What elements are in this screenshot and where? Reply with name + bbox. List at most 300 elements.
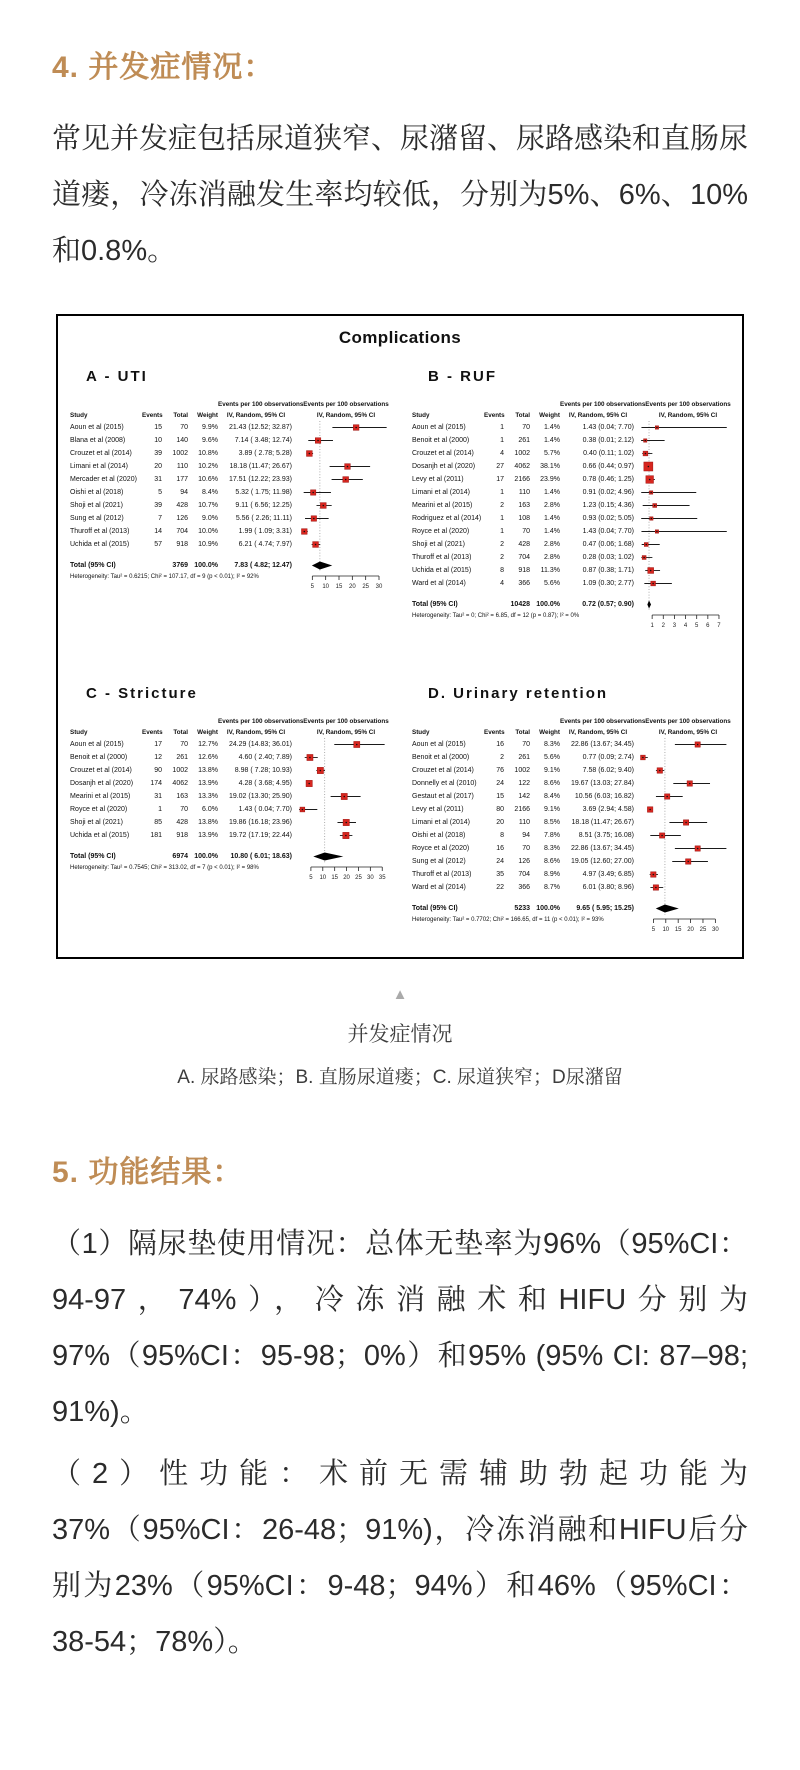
cell: 1 [500,514,504,522]
cell: 0.87 (0.38; 1.71) [582,566,634,574]
cell: 6.0% [202,805,218,813]
cell: 94 [522,831,530,839]
cell: 108 [518,514,530,522]
forest-row [412,486,636,499]
cell: Total [173,728,188,736]
cell: 70 [180,740,188,748]
point-estimate-dot [653,874,655,876]
axis-tick-label: 15 [674,926,682,933]
cell: Aoun et al (2015) [412,740,466,748]
panel-label-b: B - RUF [428,367,497,385]
cell: 2.8% [544,501,560,509]
cell: 76 [496,766,504,774]
cell [142,850,162,863]
panel-label-d: D. Urinary retention [428,684,609,702]
panel-label-a: A - UTI [86,367,148,385]
point-estimate-dot [345,835,347,837]
axis-tick-label: 10 [322,583,330,590]
cell: 0.72 (0.57; 0.90) [582,600,634,608]
cell: Sung et al (2012) [412,857,466,865]
cell: 15 [154,423,162,431]
cell: 31 [154,792,162,800]
cell: Shoji et al (2021) [70,818,123,826]
forest-plot-svg [296,738,396,887]
cell: 20 [496,818,504,826]
forest-row [412,803,636,816]
plot-header [638,716,738,738]
cell: Events per 100 observations [560,717,646,725]
forest-row [412,564,636,577]
cell: 110 [518,818,530,826]
cell: Uchida et al (2015) [412,566,472,574]
axis-tick-label: 15 [335,583,343,590]
forest-plot-stricture [70,716,396,887]
cell: Levy et al (2011) [412,475,464,483]
heterogeneity-note: Heterogeneity: Tau² = 0; Chi² = 6.85, df = 12 (p = 0.87); I² = 0% [412,612,580,619]
forest-plot-urinary-retention [412,716,738,939]
cell: 19.86 (16.18; 23.96) [228,818,292,826]
cell: 0.38 (0.01; 2.12) [582,436,634,444]
section5-heading: 5. 功能结果： [52,1155,244,1189]
cell: 5.6% [544,753,560,761]
cell: 13.3% [198,792,218,800]
cell: 22.86 (13.67; 34.45) [570,740,634,748]
cell: 38.1% [540,462,560,470]
triangle-up-icon: ▲ [392,985,408,1003]
cell: 8.7% [544,883,560,891]
cell: 4.28 ( 3.68; 4.95) [238,779,292,787]
cell: 704 [518,870,530,878]
cell: 366 [518,883,530,891]
cell: 261 [518,753,530,761]
point-estimate-dot [697,744,699,746]
cell: Total (95% CI) [70,561,116,569]
cell: 0.28 (0.03; 1.02) [582,553,634,561]
cell: Dosanjh et al (2020) [412,462,476,470]
cell: 18.18 (11.47; 26.67) [571,818,634,826]
point-estimate-dot [317,440,319,442]
cell: 163 [176,792,188,800]
cell: 11.3% [540,566,560,574]
cell: 1 [500,527,504,535]
cell: 0.78 (0.46; 1.25) [582,475,634,483]
cell: Aoun et al (2015) [70,740,124,748]
cell: Shoji et al (2021) [70,501,123,509]
point-estimate-dot [320,770,322,772]
table-header-row [70,716,304,727]
cell: IV, Random, 95% CI [568,411,628,419]
point-estimate-dot [655,887,657,889]
cell: 13.9% [198,779,218,787]
cell: 12.7% [198,740,218,748]
forest-table [412,399,646,619]
cell: Royce et al (2020) [70,805,128,813]
cell: 19.67 (13.03; 27.84) [570,779,634,787]
cell: 1.4% [544,527,560,535]
cell: Total (95% CI) [412,600,458,608]
cell: Royce et al (2020) [412,527,470,535]
forest-row [412,868,636,881]
cell: 24.29 (14.83; 36.01) [228,740,292,748]
forest-plot-svg [296,421,396,596]
heterogeneity-note: Heterogeneity: Tau² = 0.6215; Chi² = 107.17, df = 9 (p < 0.01); I² = 92% [70,573,259,580]
point-estimate-dot [356,744,358,746]
cell: Total (95% CI) [412,904,458,912]
cell: IV, Random, 95% CI [568,728,628,736]
forest-row [412,434,636,447]
forest-table [70,716,304,871]
axis-tick-label: 5 [310,583,315,590]
cell: IV, Random, 95% CI [226,728,286,736]
cell: 10.6% [198,475,218,483]
cell: 22 [496,883,504,891]
cell: 110 [176,462,188,470]
cell: 9.65 ( 5.95; 15.25) [576,904,634,912]
cell: 9.1% [544,766,560,774]
axis-tick-label: 25 [699,926,707,933]
point-estimate-dot [687,861,689,863]
cell: 122 [518,779,530,787]
table-header-row [70,410,294,421]
cell: Total [515,728,530,736]
cell: 3.69 (2.94; 4.58) [582,805,634,813]
section4-paragraph: 常见并发症包括尿道狭窄、尿潴留、尿路感染和直肠尿道瘘，冷冻消融发生率均较低，分别为5%、6%、10%和0.8%。 [52,123,749,267]
cell: 142 [518,792,530,800]
cell: 1.09 (0.30; 2.77) [582,579,634,587]
point-estimate-dot [649,809,651,811]
axis-tick-label: 25 [362,583,370,590]
forest-row [412,421,636,434]
cell [412,399,560,410]
cell: Crouzet et al (2014) [412,766,474,774]
forest-row [70,803,294,816]
cell: 100.0% [536,600,560,608]
cell: Aoun et al (2015) [412,423,466,431]
cell: Crouzet et al (2014) [70,766,132,774]
cell: 6.21 ( 4.74; 7.97) [238,540,292,548]
plot-header [296,399,396,421]
forest-row [70,816,294,829]
cell: 7 [158,514,162,522]
plot-header-line: Events per 100 observations [303,400,389,408]
cell: 10.80 ( 6.01; 18.63) [230,852,292,860]
cell: 17.51 (12.22; 23.93) [228,475,292,483]
cell: 174 [150,779,162,787]
cell: 2.8% [544,553,560,561]
cell: Ward et al (2014) [412,883,466,891]
forest-row [412,460,636,473]
cell: 1002 [172,449,188,457]
axis-tick-label: 5 [651,926,656,933]
cell: 181 [150,831,162,839]
cell: 70 [522,423,530,431]
cell: 10.56 (6.03; 16.82) [574,792,634,800]
forest-total-row [412,598,636,611]
cell: 20 [154,462,162,470]
cell: 1.4% [544,436,560,444]
cell: 4 [500,579,504,587]
cell: 12.6% [198,753,218,761]
point-estimate-dot [347,466,349,468]
cell: 4062 [172,779,188,787]
point-estimate-dot [685,822,687,824]
panel-stricture [66,681,396,939]
cell: 1002 [172,766,188,774]
cell: 17 [154,740,162,748]
cell: Oishi et al (2018) [412,831,466,839]
axis-tick-label: 20 [348,583,356,590]
heterogeneity-note: Heterogeneity: Tau² = 0.7545; Chi² = 313.02, df = 7 (p < 0.01); I² = 98% [70,864,259,871]
plot-header-line: IV, Random, 95% CI [316,728,376,736]
cell: 1 [500,436,504,444]
point-estimate-dot [659,770,661,772]
figure-title: Complications [338,327,462,347]
cell: 428 [176,818,188,826]
point-estimate-dot [343,796,345,798]
cell: Events [484,728,505,736]
cell: Weight [539,411,560,419]
panel-uti [66,364,396,635]
cell: 4 [500,449,504,457]
cell: Limani et al (2014) [412,488,470,496]
cell: 8.6% [544,857,560,865]
cell: Events per 100 observations [218,717,304,725]
cell: Limani et al (2014) [70,462,128,470]
cell: 10428 [510,600,530,608]
plot-header-line: IV, Random, 95% CI [658,411,718,419]
cell: 57 [154,540,162,548]
cell: 14 [154,527,162,535]
cell: 1002 [514,766,530,774]
axis-tick-label: 7 [717,622,721,629]
cell: Ward et al (2014) [412,579,466,587]
panel-label-c: C - Stricture [86,684,198,702]
cell: Royce et al (2020) [412,844,470,852]
forest-plot-svg [638,421,738,635]
cell: 24 [496,857,504,865]
cell: 22.86 (13.67; 34.45) [570,844,634,852]
cell: Donnelly et al (2010) [412,779,477,787]
forest-row [70,512,294,525]
forest-total-row [70,850,294,863]
forest-row [70,434,294,447]
cell: 1 [158,805,162,813]
cell: Weight [197,728,218,736]
cell: 0.66 (0.44; 0.97) [582,462,634,470]
cell: 6974 [172,852,188,860]
forest-row [70,473,294,486]
table-header-row [412,716,646,727]
cell: 1.23 (0.15; 4.36) [582,501,634,509]
cell: 2 [500,540,504,548]
total-diamond [312,561,332,569]
cell: 1 [500,488,504,496]
axis-tick-label: 10 [319,874,327,881]
point-estimate-dot [689,783,691,785]
forest-plot [296,399,396,596]
cell: 12 [154,753,162,761]
section5-paragraph-1: （1）隔尿垫使用情况：总体无垫率为96%（95%CI：94-97，74%），冷冻消融术和HIFU分别为97%（95%CI：95-98；0%）和95% (95% CI: 87–98; 91%)。 [52,1227,748,1428]
forest-row [412,512,636,525]
cell: 163 [518,501,530,509]
point-estimate-dot [309,453,311,455]
cell: 24 [496,779,504,787]
cell [484,902,504,915]
cell: 7.14 ( 3.48; 12.74) [234,436,292,444]
cell: 8.4% [202,488,218,496]
cell: 19.02 (13.30; 25.90) [228,792,292,800]
table-header-row [412,399,646,410]
cell: Thuroff et al (2013) [70,527,130,535]
axis-tick-label: 3 [672,622,677,629]
forest-row [412,525,636,538]
axis-tick-label: 20 [687,926,694,933]
cell: Oishi et al (2018) [70,488,124,496]
axis-tick-label: 2 [661,622,665,629]
heterogeneity-note: Heterogeneity: Tau² = 0.7702; Chi² = 166.65, df = 11 (p < 0.01); I² = 93% [412,916,604,923]
cell: Total [515,411,530,419]
cell: 9.9% [202,423,218,431]
forest-total-row [70,559,294,572]
cell: 0.91 (0.02; 4.96) [582,488,634,496]
forest-plot [296,716,396,887]
cell: Benoit et al (2000) [412,753,470,761]
forest-row [412,816,636,829]
forest-row [412,551,636,564]
cell: 366 [518,579,530,587]
cell: 0.40 (0.11; 1.02) [583,449,634,457]
cell: Events [484,411,505,419]
point-estimate-dot [651,518,653,520]
cell: Total (95% CI) [70,852,116,860]
axis-tick-label: 6 [706,622,710,629]
cell: 10.7% [198,501,218,509]
cell: 3769 [172,561,188,569]
plot-header-line: Events per 100 observations [303,717,389,725]
cell: Thuroff et al (2013) [412,870,472,878]
forest-table [70,399,304,580]
cell: 17 [496,475,504,483]
cell: Sung et al (2012) [70,514,124,522]
cell: Study [412,411,430,419]
point-estimate-dot [656,427,658,429]
cell: Limani et al (2014) [412,818,470,826]
cell: 13.8% [198,766,218,774]
cell: Events [142,411,163,419]
point-estimate-dot [322,505,324,507]
point-estimate-dot [648,466,650,468]
cell: Uchida et al (2015) [70,540,130,548]
cell: 8.98 ( 7.28; 10.93) [234,766,292,774]
point-estimate-dot [654,505,656,507]
forest-row [70,777,294,790]
axis-tick-label: 5 [309,874,313,881]
cell: Crouzet et al (2014) [70,449,132,457]
cell: 1.43 (0.04; 7.70) [582,527,634,535]
forest-row [70,421,294,434]
plot-header-line: Events per 100 observations [645,400,731,408]
cell [70,716,218,727]
cell: 0.93 (0.02; 5.05) [582,514,634,522]
section4-heading: 4. 并发症情况： [52,51,275,84]
cell: Benoit et al (2000) [70,753,128,761]
cell: 1.43 (0.04; 7.70) [582,423,634,431]
axis-tick-label: 1 [650,622,654,629]
caption-title: 并发症情况 [347,1022,453,1046]
point-estimate-dot [642,757,644,759]
cell: 177 [176,475,188,483]
table-header-row [412,410,636,421]
cell: 2.8% [544,540,560,548]
axis-tick-label: 30 [712,926,719,933]
cell: 261 [518,436,530,444]
cell: Total [173,411,188,419]
cell: 918 [176,831,188,839]
forest-row [70,538,294,551]
cell: Study [70,728,88,736]
cell: 704 [518,553,530,561]
forest-row [412,881,636,894]
point-estimate-dot [666,796,668,798]
forest-row [412,447,636,460]
point-estimate-dot [345,822,347,824]
point-estimate-dot [345,479,347,481]
total-diamond [656,904,679,912]
cell: 8 [500,831,504,839]
axis-tick-label: 10 [662,926,670,933]
cell: 2 [500,501,504,509]
forest-row [412,790,636,803]
cell: 16 [496,740,504,748]
forest-row [412,842,636,855]
forest-plot [638,399,738,635]
cell: Gestaut et al (2017) [412,792,474,800]
cell: Mercader et al (2020) [70,475,137,483]
axis-tick-label: 35 [378,874,386,881]
forest-total-row [412,902,636,915]
point-estimate-dot [649,479,651,481]
axis-tick-label: 5 [695,622,699,629]
cell: 8.6% [544,779,560,787]
point-estimate-dot [650,570,652,572]
cell: 1 [500,423,504,431]
cell: 5.56 ( 2.26; 11.11) [235,514,292,522]
forest-row [70,738,294,751]
cell: 90 [154,766,162,774]
cell: 8.9% [544,870,560,878]
cell: 918 [518,566,530,574]
cell: 0.47 (0.06; 1.68) [582,540,634,548]
point-estimate-dot [656,531,658,533]
table-header-row [70,727,294,738]
forest-panels-grid [66,364,734,939]
cell: 2 [500,553,504,561]
plot-header-line: IV, Random, 95% CI [658,728,718,736]
plot-header [638,399,738,421]
cell: 23.9% [540,475,560,483]
cell: 35 [496,870,504,878]
caption-detail: A. 尿路感染；B. 直肠尿道瘘；C. 尿道狭窄；D尿潴留 [177,1066,623,1088]
plot-header-line: Events per 100 observations [645,717,731,725]
cell: 10 [154,436,162,444]
forest-plot-uti [70,399,396,596]
forest-row [412,855,636,868]
point-estimate-dot [315,544,317,546]
cell: Weight [539,728,560,736]
cell: 9.1% [544,805,560,813]
cell: Levy et al (2011) [412,805,464,813]
cell: Uchida et al (2015) [70,831,130,839]
